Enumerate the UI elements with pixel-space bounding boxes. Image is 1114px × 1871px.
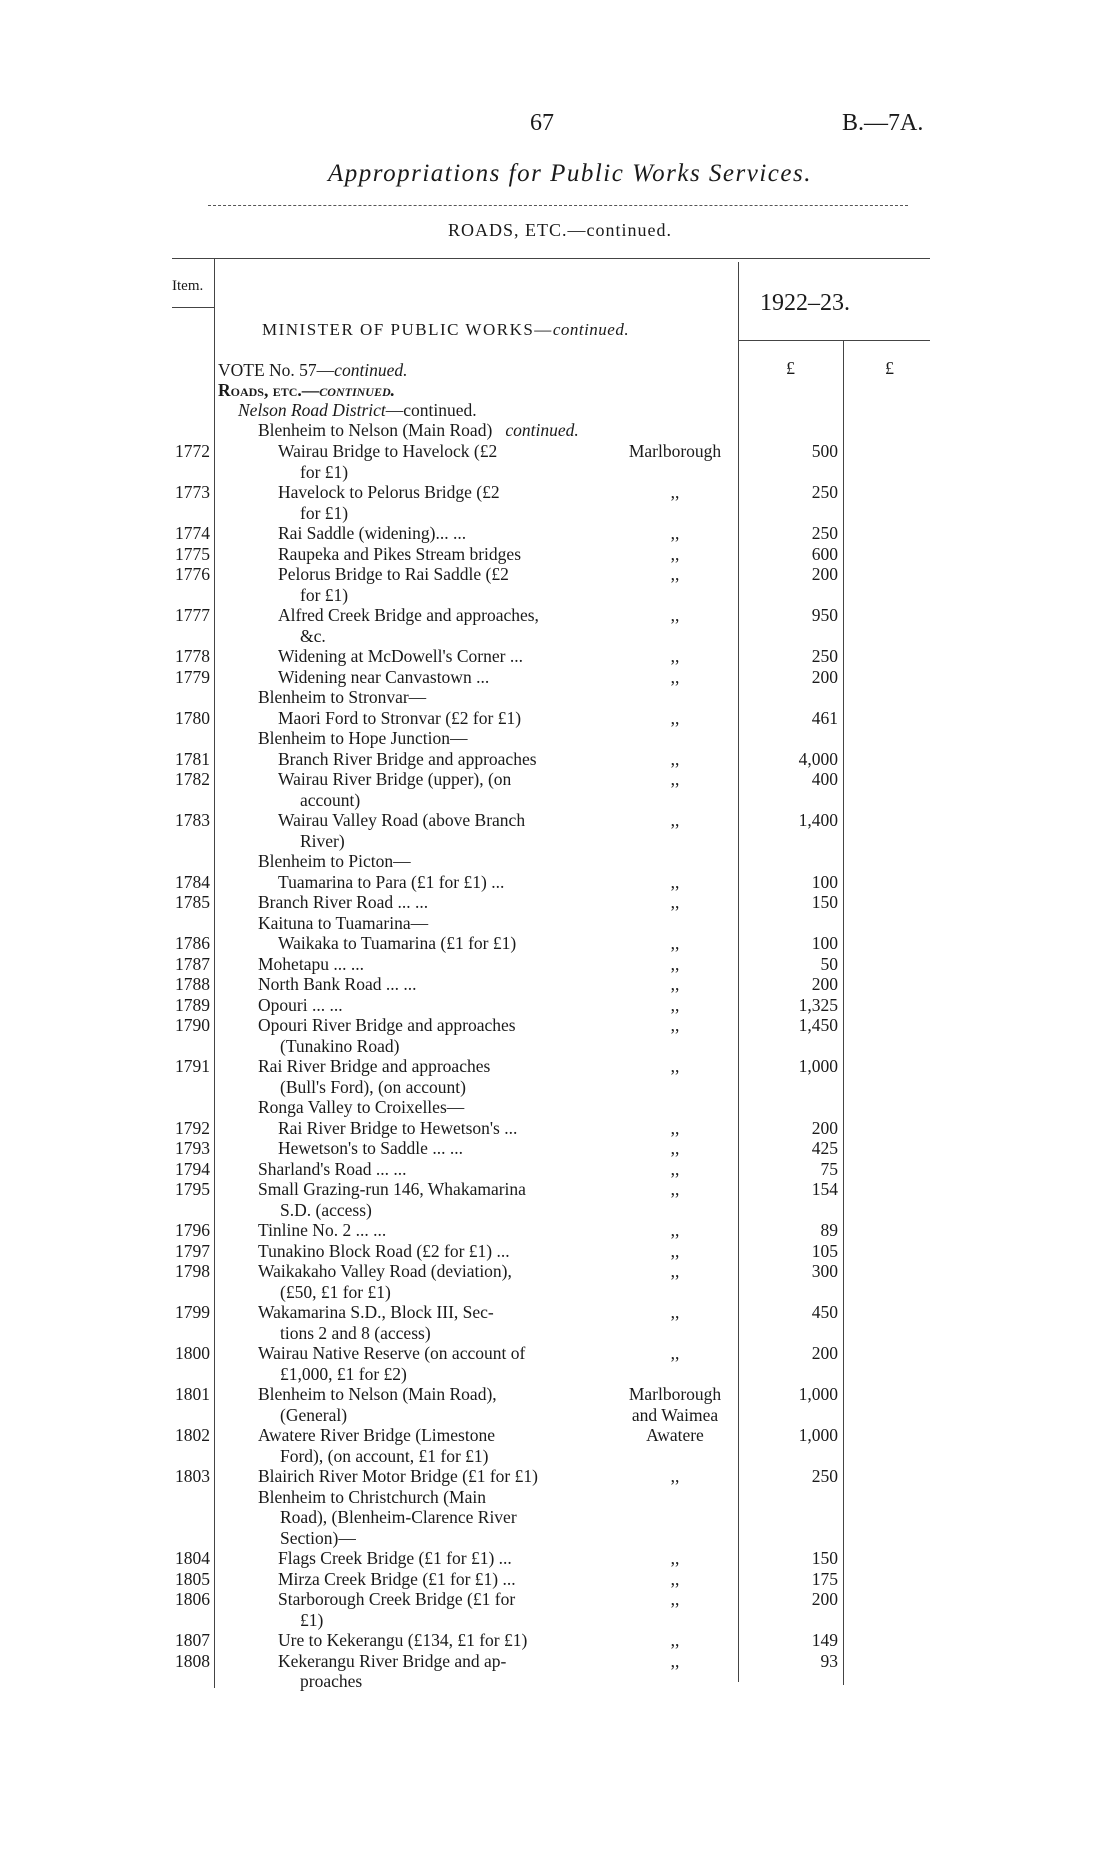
item-description <box>258 892 618 913</box>
district-heading <box>238 400 477 420</box>
item-number: 1791 <box>175 1056 210 1076</box>
item-number: 1798 <box>175 1261 210 1281</box>
section-subtitle: ROADS, ETC.—continued. <box>448 220 672 240</box>
amount: 1,325 <box>798 994 838 1015</box>
item-number: 1777 <box>175 605 210 625</box>
electoral-district: ,, <box>670 605 680 625</box>
item-number: 1802 <box>175 1425 210 1445</box>
item-number: 1784 <box>175 871 210 892</box>
item-description-continued: for £1) <box>300 461 349 482</box>
item-number: 1785 <box>175 892 210 912</box>
electoral-district: ,, <box>670 543 680 564</box>
item-description-continued: (£50, £1 for £1) <box>280 1281 391 1302</box>
item-description-continued: S.D. (access) <box>280 1199 372 1220</box>
item-number: 1790 <box>175 1015 210 1035</box>
electoral-district: ,, <box>670 1138 680 1158</box>
item-description-line: Sharland's Road ... ... <box>258 1158 407 1179</box>
item-number: 1795 <box>175 1179 210 1199</box>
district-label: Nelson Road District <box>238 400 386 420</box>
item-number: 1774 <box>175 523 210 543</box>
amount: 100 <box>811 871 838 892</box>
item-description <box>278 1630 638 1651</box>
amount: 89 <box>820 1220 838 1240</box>
item-number: 1789 <box>175 994 210 1015</box>
item-description <box>278 1118 638 1139</box>
item-description-continued: proaches <box>300 1671 363 1691</box>
electoral-district: ,, <box>670 1650 680 1671</box>
item-description-line: Blairich River Motor Bridge (£1 for £1) <box>258 1466 538 1486</box>
item-description-line: Tuamarina to Para (£1 for £1) ... <box>278 871 505 892</box>
table-top-rule <box>172 258 930 259</box>
electoral-district: ,, <box>670 1158 680 1179</box>
item-description-line: Wairau Bridge to Havelock (£2 <box>278 441 498 461</box>
amount: 200 <box>811 1117 838 1138</box>
item-description-continued: for £1) <box>300 584 349 605</box>
item-description <box>258 954 618 975</box>
electoral-district: ,, <box>670 1117 680 1138</box>
item-description <box>278 1589 638 1630</box>
electoral-district: ,, <box>670 810 680 830</box>
item-description-line: Opouri River Bridge and approaches <box>258 1015 516 1035</box>
amount: 250 <box>811 646 838 666</box>
item-description <box>258 1220 618 1241</box>
group-suffix: continued. <box>505 420 579 440</box>
item-description <box>258 1384 618 1425</box>
item-description-line: Raupeka and Pikes Stream bridges <box>278 543 522 564</box>
subgroup-heading-text: Blenheim to Picton— <box>258 851 411 871</box>
item-description-line: Wairau River Bridge (upper), (on <box>278 769 512 789</box>
amount: 1,000 <box>798 1425 838 1445</box>
district-suffix: —continued. <box>385 400 477 420</box>
item-number: 1787 <box>175 953 210 974</box>
group-label: Blenheim to Nelson (Main Road) <box>258 420 493 440</box>
roads-suffix: continued. <box>319 380 395 400</box>
amount: 450 <box>811 1302 838 1322</box>
item-description-line: Tunakino Block Road (£2 for £1) ... <box>258 1240 510 1261</box>
item-description <box>258 974 618 995</box>
item-number: 1772 <box>175 441 210 461</box>
electoral-district: Marlborough <box>628 441 722 461</box>
item-number: 1803 <box>175 1466 210 1486</box>
item-description-line: Blenheim to Nelson (Main Road), <box>258 1384 497 1404</box>
amount: 4,000 <box>798 748 838 769</box>
item-number: 1786 <box>175 933 210 953</box>
item-description-line: Hewetson's to Saddle ... ... <box>278 1138 463 1158</box>
item-description-line: Wakamarina S.D., Block III, Sec- <box>258 1302 494 1322</box>
item-description <box>278 564 638 605</box>
item-description-continued: (Tunakino Road) <box>280 1035 400 1056</box>
year-header: 1922–23. <box>760 290 850 316</box>
item-description-continued: for £1) <box>300 502 349 523</box>
electoral-district: ,, <box>670 994 680 1015</box>
item-description <box>258 1056 618 1097</box>
amount: 150 <box>811 1548 838 1568</box>
electoral-district: ,, <box>670 1466 680 1486</box>
item-description-line: Flags Creek Bridge (£1 for £1) ... <box>278 1548 512 1568</box>
item-description <box>258 1425 618 1466</box>
item-number: 1808 <box>175 1650 210 1671</box>
electoral-district: ,, <box>670 1568 680 1589</box>
amount: 150 <box>811 892 838 912</box>
item-description <box>278 872 638 893</box>
amount: 1,000 <box>798 1056 838 1076</box>
item-description-continued: &c. <box>300 625 326 646</box>
amount: 200 <box>811 666 838 687</box>
item-number: 1805 <box>175 1568 210 1589</box>
subgroup-heading-text: Ronga Valley to Croixelles— <box>258 1097 465 1117</box>
item-number: 1800 <box>175 1343 210 1363</box>
amount: 93 <box>820 1650 838 1671</box>
item-description <box>258 1015 618 1056</box>
roads-heading <box>218 380 395 400</box>
item-number: 1780 <box>175 707 210 728</box>
amount: 250 <box>811 482 838 502</box>
item-description-continued: (General) <box>280 1404 348 1425</box>
electoral-district: ,, <box>670 748 680 769</box>
minister-header <box>262 320 629 340</box>
electoral-district: ,, <box>670 871 680 892</box>
item-description-continued: £1) <box>300 1609 324 1630</box>
item-number: 1778 <box>175 646 210 666</box>
roads-label: Roads, etc.— <box>218 380 320 400</box>
item-number: 1773 <box>175 482 210 502</box>
amount: 75 <box>820 1158 838 1179</box>
pound-symbol-2: £ <box>885 358 894 378</box>
item-description <box>278 749 638 770</box>
item-number: 1782 <box>175 769 210 789</box>
amount: 200 <box>811 1589 838 1609</box>
electoral-district: ,, <box>670 707 680 728</box>
item-description <box>278 605 638 646</box>
electoral-district: ,, <box>670 1589 680 1609</box>
page-number: 67 <box>530 110 554 136</box>
amount: 105 <box>811 1240 838 1261</box>
amount: 149 <box>811 1630 838 1650</box>
electoral-district: ,, <box>670 953 680 974</box>
item-description <box>278 1548 638 1569</box>
subgroup-heading-text: Kaituna to Tuamarina— <box>258 912 429 933</box>
item-description-line: Rai Saddle (widening)... ... <box>278 523 467 543</box>
group-heading <box>258 420 579 440</box>
item-description-continued: Ford), (on account, £1 for £1) <box>280 1445 489 1466</box>
item-description-line: Starborough Creek Bridge (£1 for <box>278 1589 516 1609</box>
electoral-district: ,, <box>670 1220 680 1240</box>
item-description <box>278 708 638 729</box>
item-number: 1799 <box>175 1302 210 1322</box>
electoral-district: ,, <box>670 523 680 543</box>
item-number: 1796 <box>175 1220 210 1240</box>
electoral-district: ,, <box>670 1015 680 1035</box>
minister-label: MINISTER OF PUBLIC WORKS— <box>262 320 553 339</box>
electoral-district: ,, <box>670 1302 680 1322</box>
item-description <box>258 995 618 1016</box>
item-description-line: Alfred Creek Bridge and approaches, <box>278 605 539 625</box>
item-description-continued: (Bull's Ford), (on account) <box>280 1076 466 1097</box>
title-rule <box>208 205 908 206</box>
item-number: 1783 <box>175 810 210 830</box>
amount: 425 <box>811 1138 838 1158</box>
item-description-continued: River) <box>300 830 345 851</box>
item-description <box>278 769 638 810</box>
item-description-line: Branch River Road ... ... <box>258 892 429 912</box>
item-description-line: Rai River Bridge and approaches <box>258 1056 491 1076</box>
item-description-line: Mirza Creek Bridge (£1 for £1) ... <box>278 1568 516 1589</box>
amount: 200 <box>811 564 838 584</box>
item-description-continued: account) <box>300 789 361 810</box>
item-number: 1801 <box>175 1384 210 1404</box>
item-description-line: Waikaka to Tuamarina (£1 for £1) <box>278 933 517 953</box>
electoral-district: ,, <box>670 1261 680 1281</box>
item-number: 1807 <box>175 1630 210 1650</box>
amount: 300 <box>811 1261 838 1281</box>
item-column-header: Item. <box>172 278 204 294</box>
item-description <box>258 1159 618 1180</box>
vote-label: VOTE No. 57— <box>218 360 335 380</box>
item-number: 1804 <box>175 1548 210 1568</box>
page-title: Appropriations for Public Works Services. <box>328 160 812 187</box>
item-description-line: Small Grazing-run 146, Whakamarina <box>258 1179 526 1199</box>
item-number: 1793 <box>175 1138 210 1158</box>
electoral-district-continued: and Waimea <box>631 1404 719 1425</box>
item-number: 1776 <box>175 564 210 584</box>
item-header-underline <box>172 307 214 308</box>
item-description <box>278 1651 638 1692</box>
document-reference: B.—7A. <box>842 110 924 136</box>
subgroup-heading-text: Section)— <box>280 1527 356 1548</box>
electoral-district: ,, <box>670 974 680 994</box>
electoral-district: Awatere <box>646 1425 704 1445</box>
amount: 200 <box>811 1343 838 1363</box>
item-description-line: Maori Ford to Stronvar (£2 for £1) <box>278 707 522 728</box>
amount: 950 <box>811 605 838 625</box>
item-column-line <box>214 258 215 1688</box>
electoral-district: ,, <box>670 933 680 953</box>
item-number: 1792 <box>175 1117 210 1138</box>
electoral-district: ,, <box>670 769 680 789</box>
item-description-line: Pelorus Bridge to Rai Saddle (£2 <box>278 564 509 584</box>
amount: 250 <box>811 523 838 543</box>
item-description-line: Awatere River Bridge (Limestone <box>258 1425 495 1445</box>
item-description <box>258 1179 618 1220</box>
item-description-continued: tions 2 and 8 (access) <box>280 1322 431 1343</box>
item-description <box>278 482 638 523</box>
electoral-district: ,, <box>670 892 680 912</box>
amount: 1,450 <box>798 1015 838 1035</box>
item-description-line: Widening near Canvastown ... <box>278 666 490 687</box>
item-description <box>278 1138 638 1159</box>
item-description <box>258 1261 618 1302</box>
electoral-district: Marlborough <box>628 1384 722 1404</box>
electoral-district: ,, <box>670 1630 680 1650</box>
amount: 100 <box>811 933 838 953</box>
electoral-district: ,, <box>670 1548 680 1568</box>
minister-suffix: continued. <box>552 320 630 339</box>
item-number: 1781 <box>175 748 210 769</box>
item-description-line: Kekerangu River Bridge and ap- <box>278 1650 507 1671</box>
item-description <box>278 667 638 688</box>
amount: 1,000 <box>798 1384 838 1404</box>
electoral-district: ,, <box>670 1240 680 1261</box>
item-description <box>258 1302 618 1343</box>
amount: 400 <box>811 769 838 789</box>
item-description-line: Tinline No. 2 ... ... <box>258 1220 387 1240</box>
amount: 461 <box>811 707 838 728</box>
amount: 1,400 <box>798 810 838 830</box>
item-description-line: Opouri ... ... <box>258 994 343 1015</box>
item-description <box>278 544 638 565</box>
item-description <box>278 810 638 851</box>
item-description-line: Wairau Native Reserve (on account of <box>258 1343 526 1363</box>
subgroup-heading-text: Blenheim to Stronvar— <box>258 687 427 707</box>
item-description-line: Branch River Bridge and approaches <box>278 748 537 769</box>
item-description <box>278 646 638 667</box>
item-description <box>258 1241 618 1262</box>
electoral-district: ,, <box>670 1179 680 1199</box>
amount: 175 <box>811 1568 838 1589</box>
item-description <box>278 933 638 954</box>
amount: 250 <box>811 1466 838 1486</box>
amount: 600 <box>811 543 838 564</box>
item-number: 1779 <box>175 666 210 687</box>
subgroup-heading-text: Road), (Blenheim-Clarence River <box>280 1507 517 1527</box>
item-number: 1788 <box>175 974 210 994</box>
item-description-line: Waikakaho Valley Road (deviation), <box>258 1261 512 1281</box>
vote-suffix: continued. <box>334 360 408 380</box>
item-description-line: Widening at McDowell's Corner ... <box>278 646 523 666</box>
item-number: 1806 <box>175 1589 210 1609</box>
subgroup-heading-text: Blenheim to Christchurch (Main <box>258 1486 486 1507</box>
amount: 50 <box>820 953 838 974</box>
item-description <box>278 1569 638 1590</box>
item-description <box>258 1343 618 1384</box>
item-description-continued: £1,000, £1 for £2) <box>280 1363 407 1384</box>
electoral-district: ,, <box>670 646 680 666</box>
electoral-district: ,, <box>670 482 680 502</box>
item-description <box>278 441 638 482</box>
electoral-district: ,, <box>670 564 680 584</box>
electoral-district: ,, <box>670 1056 680 1076</box>
item-number: 1797 <box>175 1240 210 1261</box>
item-description-line: Havelock to Pelorus Bridge (£2 <box>278 482 500 502</box>
item-description-line: Wairau Valley Road (above Branch <box>278 810 526 830</box>
electoral-district: ,, <box>670 1343 680 1363</box>
item-description <box>278 523 638 544</box>
item-description-line: North Bank Road ... ... <box>258 974 417 994</box>
item-description <box>258 1466 618 1487</box>
item-number: 1775 <box>175 543 210 564</box>
item-description-line: Rai River Bridge to Hewetson's ... <box>278 1117 518 1138</box>
item-description-line: Ure to Kekerangu (£134, £1 for £1) <box>278 1630 528 1650</box>
amount: 500 <box>811 441 838 461</box>
year-underline <box>738 340 930 341</box>
item-number: 1794 <box>175 1158 210 1179</box>
pound-symbol-1: £ <box>786 358 795 378</box>
item-description-line: Mohetapu ... ... <box>258 953 364 974</box>
subgroup-heading-text: Blenheim to Hope Junction— <box>258 728 468 748</box>
amount: 200 <box>811 974 838 994</box>
amount: 154 <box>811 1179 838 1199</box>
electoral-district: ,, <box>670 666 680 687</box>
vote-heading <box>218 360 408 380</box>
amount-column-line-mid <box>843 340 844 1685</box>
